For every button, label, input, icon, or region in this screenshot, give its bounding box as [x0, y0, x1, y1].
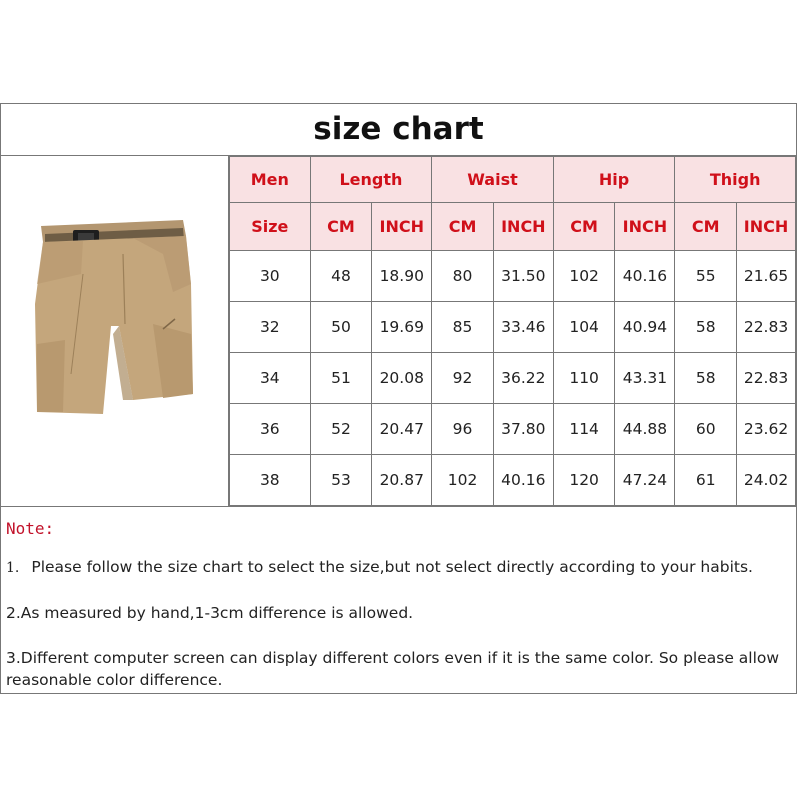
hip-inch-cell: 43.31 — [615, 353, 675, 404]
hip-cm-cell: 120 — [553, 455, 615, 506]
thigh-inch-cell: 23.62 — [737, 404, 796, 455]
header-row-measure — [230, 157, 796, 203]
table-row — [230, 404, 796, 455]
waist-inch-cell: 33.46 — [493, 302, 553, 353]
header-length: Length — [310, 157, 432, 203]
size-chart-frame — [0, 103, 797, 694]
thigh-inch-cell: 22.83 — [737, 302, 796, 353]
header-thigh: Thigh — [675, 157, 796, 203]
waist-cm-cell: 96 — [432, 404, 494, 455]
table-row — [230, 455, 796, 506]
header-unit-inch: INCH — [615, 203, 675, 251]
length-inch-cell: 19.69 — [372, 302, 432, 353]
length-cm-cell: 51 — [310, 353, 372, 404]
length-cm-cell: 50 — [310, 302, 372, 353]
waist-cm-cell: 80 — [432, 251, 494, 302]
hip-inch-cell: 40.16 — [615, 251, 675, 302]
hip-inch-cell: 47.24 — [615, 455, 675, 506]
header-unit-cm: CM — [675, 203, 737, 251]
hip-cm-cell: 110 — [553, 353, 615, 404]
note-line-3: 3.Different computer screen can display different colors even if it is the same color. So please allow reasonable color difference. — [6, 649, 780, 689]
thigh-inch-cell: 21.65 — [737, 251, 796, 302]
hip-cm-cell: 102 — [553, 251, 615, 302]
size-table — [229, 156, 796, 506]
table-row — [230, 353, 796, 404]
header-size: Size — [230, 203, 311, 251]
note-text-1: Please follow the size chart to select the size,but not select directly according to your habits. — [31, 558, 753, 576]
size-cell: 38 — [230, 455, 311, 506]
hip-inch-cell: 44.88 — [615, 404, 675, 455]
thigh-cm-cell: 55 — [675, 251, 737, 302]
header-unit-cm: CM — [553, 203, 615, 251]
length-cm-cell: 52 — [310, 404, 372, 455]
note-line-1 — [6, 556, 786, 579]
header-row-units — [230, 203, 796, 251]
waist-cm-cell: 102 — [432, 455, 494, 506]
thigh-cm-cell: 58 — [675, 353, 737, 404]
waist-cm-cell: 92 — [432, 353, 494, 404]
product-image-cell — [1, 156, 229, 506]
thigh-inch-cell: 24.02 — [737, 455, 796, 506]
waist-cm-cell: 85 — [432, 302, 494, 353]
thigh-inch-cell: 22.83 — [737, 353, 796, 404]
length-inch-cell: 20.08 — [372, 353, 432, 404]
header-unit-cm: CM — [432, 203, 494, 251]
size-cell: 32 — [230, 302, 311, 353]
header-unit-inch: INCH — [737, 203, 796, 251]
header-unit-inch: INCH — [493, 203, 553, 251]
length-cm-cell: 53 — [310, 455, 372, 506]
size-cell: 30 — [230, 251, 311, 302]
length-inch-cell: 20.87 — [372, 455, 432, 506]
length-inch-cell: 18.90 — [372, 251, 432, 302]
waist-inch-cell: 37.80 — [493, 404, 553, 455]
page-title: size chart — [1, 104, 796, 156]
hip-cm-cell: 114 — [553, 404, 615, 455]
header-waist: Waist — [432, 157, 554, 203]
length-cm-cell: 48 — [310, 251, 372, 302]
notes-section — [1, 506, 796, 694]
size-cell: 36 — [230, 404, 311, 455]
size-cell: 34 — [230, 353, 311, 404]
thigh-cm-cell: 58 — [675, 302, 737, 353]
hip-inch-cell: 40.94 — [615, 302, 675, 353]
header-unit-inch: INCH — [372, 203, 432, 251]
thigh-cm-cell: 60 — [675, 404, 737, 455]
table-row — [230, 302, 796, 353]
waist-inch-cell: 36.22 — [493, 353, 553, 404]
length-inch-cell: 20.47 — [372, 404, 432, 455]
note-number-1: 1. — [6, 560, 20, 576]
thigh-cm-cell: 61 — [675, 455, 737, 506]
table-row — [230, 251, 796, 302]
header-men: Men — [230, 157, 311, 203]
waist-inch-cell: 40.16 — [493, 455, 553, 506]
header-unit-cm: CM — [310, 203, 372, 251]
note-line-2: 2.As measured by hand,1-3cm difference is allowed. — [6, 604, 414, 622]
khaki-shorts-image — [23, 214, 208, 434]
hip-cm-cell: 104 — [553, 302, 615, 353]
header-hip: Hip — [553, 157, 675, 203]
waist-inch-cell: 31.50 — [493, 251, 553, 302]
note-label: Note: — [6, 519, 55, 538]
